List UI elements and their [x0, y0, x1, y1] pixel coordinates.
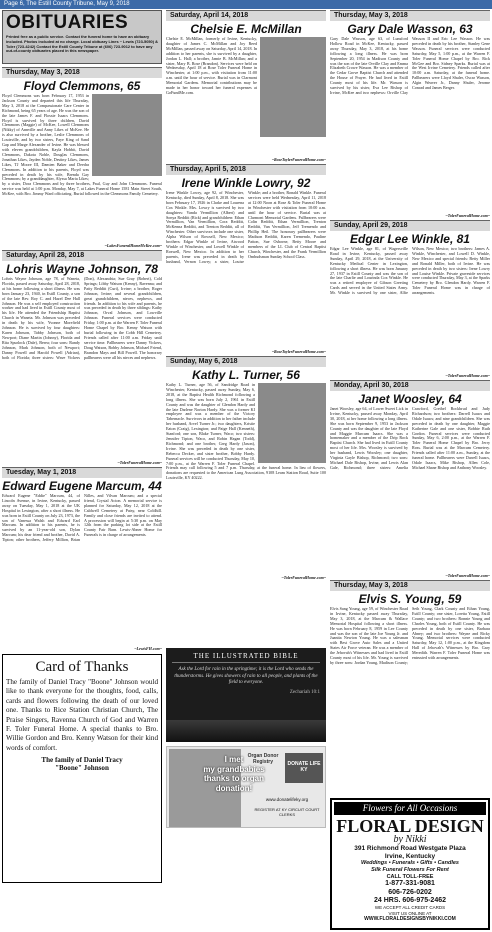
obituaries-notice: Printed free as a public service. Contact the funeral home to have an obituary included. Photos included at no charge. Local obituary Lines ~ Lewis (723-5050) & Toler (723-4242) Contact the Estill County Tribune at (606) 723-9012 to have any out-of-county obituaries placed in this newspaper.	[6, 34, 158, 54]
obit-source: ~TolerFuneralHome.com~	[445, 213, 490, 218]
florist-website: WWW.FLORALDESIGNSBYNIKKI.COM	[364, 916, 456, 923]
florist-visit: VISIT US ONLINE AT	[388, 910, 432, 916]
obit-name: Janet Woosley, 64	[358, 392, 462, 406]
obit-date: Sunday, April 29, 2018	[330, 220, 490, 231]
obit-woosley	[330, 380, 490, 578]
obit-body: Elvis Sang Young, age 59, of Winchester Road in Irvine, Kentucky passed away Thursday, May 3, 2018, at the Marcum & Wallace Memorial Hospital following a short illness. He was born February 8, 1959 in Lee County and was the son of the late Joe Young Jr. and Juanita Newton Young. He was a salesman with Best Grove Auto Sales and a United States Air Force veteran. He was a member of the Jehovah's Witnesses and had lived in Estill County most of his life. Mr. Young is survived by three sons: Jordan Young, Madison County; Seth Young, Clark County and Ethan Young, Estill County; one sister, Loretta Young, Estill County; and two brothers: Ronnie Young and Charles Young, both of Estill County. He was preceded in death by one sister, Barbara Abney; and two brothers: Wayne and Ricky Young. Memorial services were conducted Saturday, May 12, 1:00 p.m., at the Kingdom Hall of Jehovah's Witnesses by Bro. Gary Meredith. Warren F. Toler Funeral Home was entrusted with arrangements.	[330, 607, 490, 665]
column-middle	[166, 10, 326, 582]
florist-phone-local: 606-726-0202	[388, 888, 432, 896]
obit-date: Tuesday, May 1, 2018	[2, 467, 162, 478]
donor-line1: I met	[224, 755, 244, 764]
obit-mcmillan	[166, 10, 326, 162]
obit-lowry	[166, 164, 326, 354]
obit-body: Kathy L. Turner, age 56, of Sandridge Road in Winchester, Kentucky, passed away Sunday, May 6, 2018, at the Baptist Health Richmond following a long illness. She was born July 2, 1961 in Estill County and was the daughter of Glendon Hardy and the late Darlene Norton Hardy. She was a former KI employee and was a member of the Victory Tabernacle. Survivors in addition to her father include her husband, Arvel Turner Jr.; two daughters, Kristie Eaton (Craig), Lexington; and Paige Hall (Kenneth), Stanford; one son, Blake Turner, Waco; two sisters: Jennifer Tipton, Waco, and Robin Hagan (Todd), Richmond; and one brother, Greg Hardy (Jason), Irvine. She was preceded in death by one sister, Rebecca Decker, and sister brother, Bobby Hardy. Funeral services will be conducted Thursday, May 10, 7:00 p.m., at the Warren F. Toler Funeral Chapel. Friends may call following 5 and 7 p.m. Thursday, at the funeral home. In lieu of flowers, donations are requested to the American Lung Association, 9108 Leam Station Road, Suite 100 Louisville, KY 40222.	[166, 383, 326, 481]
floral-design-ad	[330, 798, 490, 930]
donor-line4: donation!	[215, 783, 253, 793]
donate-life-logo: DONATE LIFE KY	[285, 753, 323, 783]
florist-name: FLORAL DESIGN	[336, 815, 484, 836]
florist-call: CALL TOLL-FREE	[386, 873, 434, 880]
florist-address: 391 Richmond Road Westgate Plaza	[354, 844, 466, 852]
obit-source: ~TolerFuneralHome.com~	[445, 373, 490, 378]
obit-name: Edgar Lee Winkle, 81	[350, 232, 470, 246]
obit-winkle	[330, 220, 490, 378]
obit-name: Chelsie E. McMillan	[190, 22, 302, 36]
florist-silk: Silk Funeral Flowers For Rent	[371, 866, 449, 873]
obit-body: Janet Woosley, age 64, of Lower Sweet Lick in Irvine, Kentucky, passed away Monday, April 30, 2018, at her home following a long illness. She was born September 9, 1953 in Jackson County and was the daughter of the late Floyd and Maggie Marcum Isaacs. She was a homemaker and a member of the Drip Rock Baptist Church. She had lived in Estill County most of her life. Mrs. Woosley is survived by her husband, Lewis Woosley; one daughter, Virginia Gayle Bishop, Richmond; two sons: Michael Dale Bishop, Irvine, and Lewis Alan Gale, Richmond; three sisters: Amelia Crawford, Grethel Bockbrud and Judy Richardson; two brothers: Darrell Isaacs and Odale Isaacs; and nine grandchildren. She was preceded in death by one daughter, Maggie Katherine Gale and one sister, Bobbie Ruth Gordon. Funeral services were conducted Sunday, May 6, 2:00 p.m., at the Warren F. Toler Funeral Home Chapel by Bro. Jerry Ross. Burial was at the Marcum Cemetery. Friends called after 11:00 a.m., Sunday, at the funeral home. Pallbearers were Darrell Isaacs, Odale Isaacs, Mike Bishop, Allen Cole, Michael Shane Bishop and Anthony Woosley.	[330, 407, 490, 470]
donor-registry-logo: Organ Donor Registry	[247, 753, 279, 765]
obit-body: Floyd Clemmons was born February 17, 1953 in Jackson County and departed this life Thursday, May 3, 2018 at the Compassionate Care Center in Richmond, being 65 years of age. He was the son of the late James F. and Flossie Isaacs Clemmons. Floyd is survived by three children, David Clemmons (Maggie) of McKee, Lowell Clemmons (Nikky) of Annville and Anny Likes of McKee. He is also survived by a brother, Leslie Clemmons of Louisville, and by two sisters, Faye King of Sand Gap and Marge Alexander of Irvine. He was blessed with eleven grandchildren, Kayla Hobbit, David Clemmons, Dakota Noble, Douglas Clemmons, Jonathan Likes, Jayden Noble, Destiny Likes, James Likes, TJ Moore III, Damien Baker and Deedra Clemmons. In addition to his parents, Floyd was preceded in death by his wife, Brenda Gay Clemmons; by a granddaughter, Alyssa Maria Likes; by a sister, Dora Clemmons and by three brothers, Paul, Guy and John Clemmons. Funeral service was held at 1:00 p.m. Monday, May 7, at Lakes Funeral Home 1581 Main Street South, McKee, with Bro. Jimmy Ward officiating. Burial followed in the Clemmons Family Cemetery.	[2, 94, 162, 197]
obit-name: Lohris Wayne Johnson, 78	[6, 262, 158, 276]
obit-photo	[258, 383, 326, 463]
bible-ad-verse: Ask the Lord for rain in the springtime; it is the Lord who sends the thunderstorms. He gives showers of rain to all people, and plants of the field to everyone.	[174, 667, 318, 685]
obit-body: Chelsie E. McMillan, formerly of Irvine, Kentucky, daughter of James C. McMillan and Joy Reed McMillan, passed away on Saturday, April 14, 2018. In addition to her parents, she is survived by a daughter, Jordan L. Hall; a brother, Jamie B. McMillan; and a sister, Mary B. Rose (Brandon). Services were held on Wednesday, April 18 at Rose Toler Funeral Home in Winchester, at 1:00 p.m., with visitation from 11:00 a.m. until the hour of service. Burial was in Clarmont Memorial Gardens. Memorial contributions may be made in her honor toward her funeral expenses at GoFundMe.com.	[166, 37, 257, 95]
obit-name: Floyd Clemmons, 65	[23, 79, 141, 93]
obit-body: Irene Winkle Lowry, age 92, of Winchester, Kentucky, died Sunday, April 8, 2018. She was born February 17, 1926 in Clarke and Lourena Cox Winkle. Mrs. Lowry is survived by two daughters: Vanda Vermillion (Albert) and Sonya Redditt (Rick) and grandchildren: Ethan Vermillion, Van Vermillion, Cora Redditt, McKenna Redditt, and Trenton Redditt, all of Winchester. Other survivors include one sister, Alpha Wilson of Rowsell, New Mexico; brothers: Edgar Winkle of Irvine, Atwood Winkle of Winchester, and Lowell Winkle of Roswell, New Mexico. In addition to her parents, Irene was preceded in death by husband, Vernon Lowry; a sister, Louise Winkle; and a brother, Ronald Winkle. Funeral services were held Wednesday, April 11, 2018 at 12:00 Noon at Rose & Toler Funeral Home in Winchester with visitation from 10:00 a.m. until the hour of service. Burial was at Clarmont Memorial Gardens. Pallbearers were Colin Redditt, Ethan Vermillion, Trenton Redditt, Van Vermillion, Jeff Tremendo and Phillip Heil. The honorary pallbearers were Madison Redditt, Karen Tremendo, Pauline Patton, Sue Osborne, Betty Moore and members of the LL Club of Central Baptist Church, Winchester, and the Frank Vermillion Ombudsman Sunday School Class.	[166, 191, 326, 264]
florist-services: Weddings • Funerals • Gifts • Candles	[361, 860, 459, 867]
obit-date: Monday, April 30, 2018	[330, 380, 490, 391]
obit-source: ~RoseToylerFuneralHome.com~	[271, 157, 326, 162]
obit-date: Thursday, April 5, 2018	[166, 164, 326, 175]
obit-source: ~RoseToylerFuneralHome.com~	[271, 349, 326, 354]
obit-photo	[260, 37, 326, 137]
florist-banner: Flowers for All Occasions	[334, 802, 486, 815]
card-of-thanks-sig2: "Boone" Johnson	[55, 764, 109, 773]
card-of-thanks-body: The family of Daniel Tracy "Boone" Johnson would like to thank everyone for the thoughts, food, calls, cards and flowers following the death of our loved one. Thanks to Rice Station Christian Church, The Praise Singers, Ravenna Church of God and Warren F. Toler Funeral Home. A special thanks to Bro. Willie Gordon and Bro. Kenny Watson for their kind words of comfort.	[6, 678, 158, 752]
obit-source: ~TolerFuneralHome.com~	[117, 460, 162, 465]
card-of-thanks	[2, 654, 162, 883]
obit-date: Thursday, May 3, 2018	[330, 10, 490, 21]
florist-by: by Nikki	[393, 833, 427, 845]
obituaries-title: OBITUARIES	[6, 12, 129, 33]
card-of-thanks-title: Card of Thanks	[35, 659, 129, 675]
obit-date: Saturday, April 28, 2018	[2, 250, 162, 261]
donor-register: REGISTER AT KY CIRCUIT COURT CLERKS	[254, 807, 320, 817]
obit-photo	[92, 94, 162, 176]
donor-line2: my grandbabies	[203, 764, 265, 774]
obit-young	[330, 580, 490, 752]
masthead: Page 6, The Estill County Tribune, May 9, 2018	[0, 0, 492, 9]
florist-phone-tollfree: 1-877-331-9081	[385, 880, 435, 888]
obit-clemmons	[2, 67, 162, 248]
obit-name: Elvis S. Young, 59	[358, 592, 462, 606]
bible-illustration	[166, 720, 326, 742]
obit-date: Thursday, May 3, 2018	[2, 67, 162, 78]
florist-cards: WE ACCEPT ALL CREDIT CARDS	[374, 905, 446, 911]
obit-source: ~LakesFuneralHomeMcKee.com~	[104, 243, 162, 248]
obit-wasson	[330, 10, 490, 218]
obit-name: Edward Eugene Marcum, 44	[2, 479, 162, 493]
bible-ad-ref: Zechariah 10:1	[289, 689, 320, 695]
obit-name: Kathy L. Turner, 56	[192, 368, 300, 382]
obit-marcum	[2, 467, 162, 651]
obit-name: Irene Winkle Lowry, 92	[181, 176, 311, 190]
obit-name: Gary Dale Wasson, 63	[347, 22, 473, 36]
obit-turner	[166, 356, 326, 580]
obit-body: Lohris Wayne Johnson, age 78, of Waneta, Florida, passed away Saturday, April 28, 2018, at his home following a short illness. He was born January 23, 1940, in Estill County, a son of the late Rev. Roy C. and Hazel Dee Hall Johnson. He was a self employed construction worker and had lived in Estill County most of his life. He attended the Friendship Baptist Church in Waneta. Mr. Johnson was preceded in death by his wife, Yvonne Morefield Johnson. He is survived by four daughters: Karen Johnson, Tabby Johnson, both of Newport; Diane Martin (Johnny), Florida and Rita Spurlock (Dale), Berea; four sons: Randy Johnson, Mark Johnson, both of Newport; Danny Powell and Harold Powell (Adrian), both of Florida; three sisters: Wave Vickers (Don), Alexandria; Sue Gray (Robert), Cold Springs; Libby Watson (Kenny), Ravenna; and Patty Redditt (Curt), Irvine; a brother, Roger Johnson, Irvine; and several grandchildren, great grandchildren, nieces, nephews, and friends. In addition to his wife and parents, he was preceded in death by three siblings: Kathy Johnson, Orval Johnson, and Lowville Johnson. Funeral services were conducted Friday, 1:00 p.m. at the Warren F. Toler Funeral Home Chapel by Bro. Kenny Watson with burial following in the Cobb Hill Cemetery. Friends called after 11:00 a.m. Friday until service time. Pallbearers were Danny Vickers, Doug Watson, Bobby Johnson, Michael Friend, Brandon Mays and Bill Powell. The honorary pallbearers were all his nieces and nephews.	[2, 277, 162, 360]
column-right	[330, 10, 490, 752]
obit-body: Gary Dale Wasson, age 63, of Lunsford Hollow Road in McKee, Kentucky, passed away Thursday, May 3, 2018, at his home following a long illness. He was born September 20, 1954 in Madison County and was the son of the late Orville Clay and Emma Elizabeth Crowe Wasson. He was a member of the Cedar Grove Baptist Church and attended the House of Prayer. He had lived in Estill County most of his life. Mr. Wasson is survived by his sister, Eva Lee Bishop of Irvine, McKee and two nephews: Orville Clay Wasson II and Eric Lee Wasson. He was preceded in death by his brother, Stanley Gene Wasson. Funeral services were conducted Saturday, May 5, 1:00 p.m., at the Warren F. Toler Funeral Home Chapel by Bro. Rick McGee and Bro. Sidney Sparks. Burial was at the West Irvine Cemetery. Friends called after 10:00 a.m. Saturday, at the funeral home. Pallbearers were Lloyd Shuler, Oscar Wasson, Algin Weaver Jr., Danny Shuler, Jerome Conrad and James Berger.	[330, 37, 490, 95]
obit-date: Saturday, April 14, 2018	[166, 10, 326, 21]
obit-date: Sunday, May 6, 2018	[166, 356, 326, 367]
bible-ad-title: THE ILLUSTRATED BIBLE	[172, 652, 320, 663]
obit-body: Edward Eugene "Eddie" Marcum, 44, of Lincoln Avenue, in Irvine, Kentucky, passed away on Tuesday, May 1, 2018 at the UK Hospital in Lexington, after a short illness. He was born in Estill County on July 23, 1973, the son of Vanessa Walsh and Edward Earl Marcum. In addition to his parents, he is survived by an 11-year-old son, Dylan Marcum; his dear friend and brother, David A. Tipton; other brothers, Jeffery Million, Brian Nilles, and Vilvan Marcum; and a special friend, Crystal Acton. A memorial service is planned for Saturday, May 12, 2018 at the Caldwell Cemetery at Patsy, near Coldhill. Family and close friends are invited to attend. A procession will begin at 5:30 p.m. on May 12th from the parking lot side at the Estill County Fair Barn. Lewis-Abner Home for Funerals is in charge of arrangements.	[2, 494, 162, 543]
florist-phone-24hr: 24 HRS. 606-975-2462	[374, 896, 446, 904]
obit-body: Edgar Lee Winkle, age 81, of Wagersville Road in Irvine, Kentucky, passed away Sunday, April 29, 2018, at the University of Kentucky Medical Center in Lexington, following a short illness. He was born January 27, 1937 in Estill County and was the son of the late Charlie and Lourinda Cox Winkle. He was a retired employee of Gibson Greeting Cards and served in the United States Army. Mr. Winkle is survived by one sister, Alfie Wilson, New Mexico; two brothers: James A. Winkle, Winchester, and Lowell D. Winkle, New Mexico and special friends: Betty Miller and Ronald Miller, both of Irvine. He was preceded in death by two sisters: Irene Lowry and Louise Winkle. Private graveside services were conducted Thursday, May 3, at the Sparks Cemetery by Bro. Glendon Hardy. Warren F. Toler Funeral Home was in charge of arrangements.	[330, 247, 490, 296]
obit-source: ~TolerFuneralHome.com~	[445, 573, 490, 578]
obituaries-header	[2, 10, 162, 64]
column-left	[2, 10, 162, 883]
card-of-thanks-sig1: The family of Daniel Tracy	[41, 756, 123, 765]
illustrated-bible-ad	[166, 648, 326, 742]
florist-city: Irvine, Kentucky	[384, 852, 436, 860]
obit-johnson	[2, 250, 162, 465]
obit-date: Thursday, May 3, 2018	[330, 580, 490, 591]
obit-source: ~TolerFuneralHome.com~	[281, 575, 326, 580]
organ-donor-ad	[166, 746, 326, 828]
obit-source: ~LewisFH.com~	[134, 646, 162, 651]
donor-line3: thanks to organ	[203, 774, 264, 784]
donor-site: www.donatelifeky.org	[265, 797, 309, 802]
